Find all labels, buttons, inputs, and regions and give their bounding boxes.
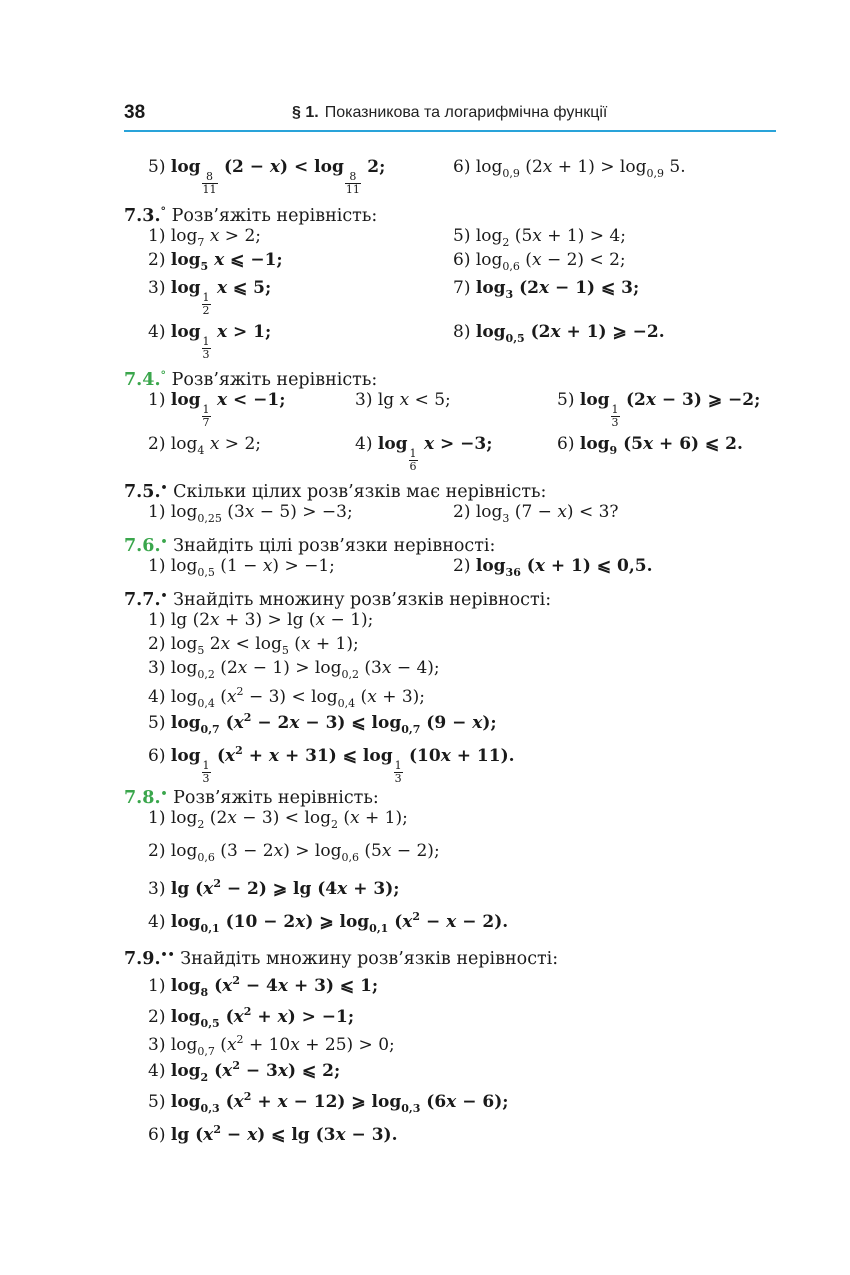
exercise-number: 7.4.° — [124, 369, 167, 390]
exercise-item: 6) $\log_{0,9} (2x + 1) > \log_{0,9} 5$. — [453, 157, 686, 180]
exercise-item: 1) log $\frac{1}{7}$ x < −1; — [148, 390, 286, 429]
exercise-item: 2) $\log_5 2x < \log_5 (x + 1)$; — [148, 634, 359, 657]
exercise-item: 1) $\log_2 (2x - 3) < \log_2 (x + 1)$; — [148, 808, 408, 831]
exercise-item: 6) log $\frac{1}{3}$ $(x^2 + x + 31)$ ⩽ log $\frac{1}{3}$ (10x + 11). — [148, 744, 515, 785]
exercise-item: 2) $\log_{0,5} (x^2 + x) > -1$; — [148, 1005, 355, 1030]
exercise-item: 6) $\log_{0,6} (x - 2) < 2$; — [453, 250, 626, 273]
exercise-item: 1) $\log_{0,5} (1 - x) > -1$; — [148, 556, 335, 579]
exercise-heading — [124, 531, 495, 557]
exercise-item: 5) $\log_{0,7} (x^2 - 2x - 3)$ ⩽ $\log_{0,7} (9 - x)$; — [148, 711, 497, 736]
exercise-number: 7.6.• — [124, 535, 168, 556]
exercise-number: 7.3.° — [124, 205, 167, 226]
exercise-item: 3) $\lg (x^2 - 2)$ ⩾ lg (4x + 3); — [148, 877, 400, 899]
exercise-item: 8) $\log_{0,5} (2x + 1)$ ⩾ −2. — [453, 322, 665, 345]
page-number: 38 — [124, 102, 146, 123]
exercise-item: 6) $\log_9 (5x + 6)$ ⩽ 2. — [557, 434, 743, 457]
exercise-title: Знайдіть множину розв’язків нерівності: — [180, 949, 559, 969]
exercise-item: 2) $\log_{36} (x + 1)$ ⩽ 0,5. — [453, 556, 653, 579]
exercise-heading — [124, 201, 377, 227]
exercise-item: 2) $\log_5 x$ ⩽ −1; — [148, 250, 283, 273]
exercise-title: Розв’яжіть нерівність: — [171, 370, 378, 390]
exercise-item: 4) $\log_2 (x^2 - 3x)$ ⩽ 2; — [148, 1059, 341, 1084]
exercise-item: 1) $\log_{0,25} (3x - 5) > -3$; — [148, 502, 353, 525]
exercise-item: 1) $\log_7 x > 2$; — [148, 226, 262, 249]
exercise-item: 6) $\lg (x^2 - x)$ ⩽ lg (3x − 3). — [148, 1123, 398, 1145]
exercise-heading — [124, 365, 377, 391]
page-header — [124, 102, 776, 132]
exercise-item: 2) $\log_4 x > 2$; — [148, 434, 262, 457]
exercise-item: 4) $\log_{0,4} (x^2 - 3) < \log_{0,4} (x + 3)$; — [148, 685, 426, 710]
section-title: Показникова та логарифмічна функції — [324, 104, 608, 121]
exercise-title: Знайдіть множину розв’язків нерівності: — [173, 590, 552, 610]
exercise-title: Розв’яжіть нерівність: — [171, 206, 378, 226]
exercise-item: 3) $\log_{0,7} (x^2 + 10x + 25) > 0$; — [148, 1033, 395, 1058]
exercise-item: 5) log $\frac{8}{11}$ (2 − x) < log $\frac{8}{11}$ 2; — [148, 157, 386, 196]
exercise-item: 4) log $\frac{1}{3}$ x > 1; — [148, 322, 272, 361]
exercise-item: 3) lg x < 5; — [355, 390, 451, 410]
exercise-number: 7.5.• — [124, 481, 168, 502]
running-title — [292, 104, 607, 122]
exercise-item: 4) log $\frac{1}{6}$ x > −3; — [355, 434, 493, 473]
exercise-item: 5) $\log_2 (5x + 1) > 4$; — [453, 226, 626, 249]
section-label: § 1. — [292, 104, 319, 121]
exercise-heading — [124, 585, 551, 611]
exercise-title: Розв’яжіть нерівність: — [173, 788, 379, 808]
exercise-item: 1) lg (2x + 3) > lg (x − 1); — [148, 610, 374, 630]
exercise-item: 2) $\log_{0,6} (3 - 2x) > \log_{0,6} (5x - 2)$; — [148, 841, 440, 864]
exercise-item: 3) $\log_{0,2} (2x - 1) > \log_{0,2} (3x - 4)$; — [148, 658, 440, 681]
exercise-heading — [124, 477, 546, 503]
exercise-item: 3) log $\frac{1}{2}$ x ⩽ 5; — [148, 278, 272, 317]
exercise-heading — [124, 783, 379, 809]
exercise-item: 5) $\log_{0,3} (x^2 + x - 12)$ ⩾ $\log_{0,3} (6x - 6)$; — [148, 1090, 509, 1115]
exercise-title: Знайдіть цілі розв’язки нерівності: — [173, 536, 496, 556]
exercise-number: 7.9.•• — [124, 948, 175, 969]
exercise-heading — [124, 944, 558, 970]
exercise-item: 2) $\log_3 (7 - x) < 3$? — [453, 502, 619, 525]
exercise-item: 4) $\log_{0,1} (10 - 2x)$ ⩾ $\log_{0,1} (x^2 - x - 2)$. — [148, 910, 509, 935]
exercise-title: Скільки цілих розв’язків має нерівність: — [173, 482, 547, 502]
exercise-item: 7) $\log_3 (2x - 1)$ ⩽ 3; — [453, 278, 640, 301]
exercise-item: 1) $\log_8 (x^2 - 4x + 3)$ ⩽ 1; — [148, 974, 379, 999]
exercise-item: 5) log $\frac{1}{3}$ (2x − 3) ⩾ −2; — [557, 390, 761, 429]
exercise-number: 7.7.• — [124, 589, 168, 610]
exercise-number: 7.8.• — [124, 787, 168, 808]
